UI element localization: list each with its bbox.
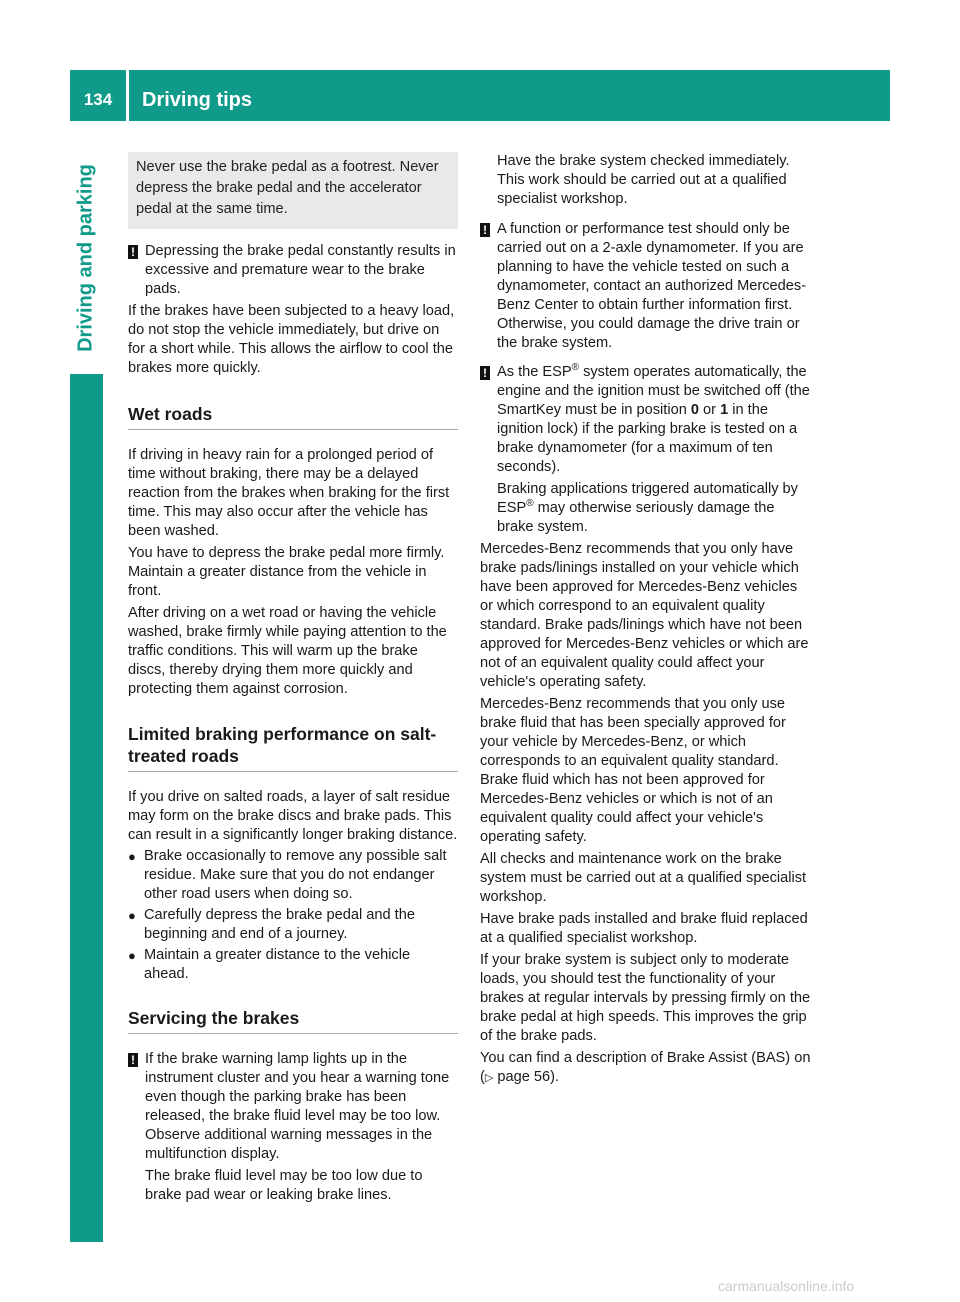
warning-continuation: Braking applications triggered automatically by ESP® may otherwise seriously damage the brake system.	[497, 481, 798, 535]
page-title: Driving tips	[142, 89, 253, 111]
header-divider	[126, 70, 129, 121]
registered-mark: ®	[526, 498, 534, 510]
side-tab-bar	[70, 374, 103, 1242]
list-item	[128, 847, 458, 904]
list-item	[128, 906, 458, 944]
paragraph: You have to depress the brake pedal more firmly. Maintain a greater distance from the vehicle in front.	[128, 545, 445, 599]
list-item	[128, 946, 458, 984]
paragraph: If driving in heavy rain for a prolonged period of time without braking, there may be a delayed reaction from the brakes when braking for the first time. This may also occur after the vehicle has been washed.	[128, 447, 450, 539]
bullet-icon: ●	[128, 849, 136, 864]
paragraph-brake-pads: Mercedes-Benz recommends that you only have brake pads/linings installed on your vehicle which have been approved for Mercedes-Benz vehicles or which correspond to an equivalent quality standard. Brake pads/linings which have not been approved for Mercedes-Benz vehicles or which are not of an equivalent quality could affect your vehicle's operating safety.	[480, 541, 809, 690]
warning-text: Depressing the brake pedal constantly results in excessive and premature wear to the brake pads.	[145, 243, 456, 297]
warning-icon: !	[480, 366, 490, 380]
list-item-text: Maintain a greater distance to the vehicle ahead.	[144, 947, 411, 982]
watermark: carmanualsonline.info	[718, 1278, 855, 1294]
paragraph: Have brake pads installed and brake fluid replaced at a qualified specialist workshop.	[480, 911, 808, 946]
warning-continuation: The brake fluid level may be too low due to brake pad wear or leaking brake lines.	[145, 1168, 423, 1203]
list-item-text: Carefully depress the brake pedal and the beginning and end of a journey.	[144, 907, 415, 942]
paragraph: All checks and maintenance work on the brake system must be carried out at a qualified specialist workshop.	[480, 851, 807, 905]
page-reference-icon: ▷	[484, 1072, 494, 1084]
bullet-list	[128, 847, 458, 984]
paragraph: After driving on a wet road or having the vehicle washed, brake firmly while paying attention to the traffic conditions. This will warm up the brake discs, thereby drying them more quickly and protecting them against corrosion.	[128, 605, 447, 697]
heading-wet-roads: Wet roads	[128, 403, 458, 430]
warning-brake-fluid	[128, 1050, 458, 1164]
warning-icon: !	[128, 1053, 138, 1067]
warning-icon: !	[480, 223, 490, 237]
paragraph: If your brake system is subject only to moderate loads, you should test the functionality of your brakes at regular intervals by pressing firmly on the brake pedal at high speeds. This improves the grip of the brake pads.	[480, 952, 811, 1044]
paragraph-brake-fluid: Mercedes-Benz recommends that you only use brake fluid that has been specially approved for your vehicle by Mercedes-Benz, or which corresponds to an equivalent quality standard. Brake fluid which has not been approved for Mercedes-Benz vehicles or which is not of an equivalent quality could affect your vehicle's operating safety.	[480, 696, 786, 845]
heading-limited-braking: Limited braking performance on salt-treated roads	[128, 723, 458, 772]
note-box: Never use the brake pedal as a footrest. Never depress the brake pedal and the accelerator pedal at the same time.	[128, 152, 458, 229]
warning-text: A function or performance test should only be carried out on a 2-axle dynamometer. If you are planning to have the vehicle tested on such a dynamometer, contact an authorized Mercedes-Benz Center to obtain further information first. Otherwise, you could damage the drive train or the brake system.	[497, 221, 807, 351]
warning-pedal-wear	[128, 242, 458, 299]
registered-mark: ®	[571, 362, 580, 374]
warning-dynamometer	[480, 220, 812, 353]
bullet-icon: ●	[128, 908, 136, 923]
warning-text: If the brake warning lamp lights up in the instrument cluster and you hear a warning tone even though the parking brake has been released, the brake fluid level may be too low. Observe additional warning messages in the multifunction display.	[145, 1051, 450, 1162]
side-tab-label: Driving and parking	[74, 164, 97, 352]
warning-continuation: Have the brake system checked immediately. This work should be carried out at a qualified specialist workshop.	[497, 153, 790, 207]
heading-servicing-brakes: Servicing the brakes	[128, 1007, 458, 1034]
right-column	[480, 152, 812, 1088]
bullet-icon: ●	[128, 948, 136, 963]
warning-esp	[480, 363, 812, 477]
warning-icon: !	[128, 245, 138, 259]
paragraph-bas-reference: You can find a description of Brake Assist (BAS) on (▷ page 56).	[480, 1050, 811, 1085]
left-column	[128, 152, 458, 1205]
paragraph-heavy-load: If the brakes have been subjected to a heavy load, do not stop the vehicle immediately, but drive on for a short while. This allows the airflow to cool the brakes more quickly.	[128, 303, 455, 376]
paragraph: If you drive on salted roads, a layer of salt residue may form on the brake discs and brake pads. This can result in a significantly longer braking distance.	[128, 789, 458, 843]
page-reference-link[interactable]: page 56	[493, 1069, 551, 1085]
page-number: 134	[83, 90, 113, 109]
list-item-text: Brake occasionally to remove any possible salt residue. Make sure that you do not endanger other road users when doing so.	[144, 848, 447, 902]
warning-text: As the ESP® system operates automatically, the engine and the ignition must be switched off (the SmartKey must be in position 0 or 1 in the ignition lock) if the parking brake is tested on a brake dynamometer (for a maximum of ten seconds).	[497, 362, 810, 475]
